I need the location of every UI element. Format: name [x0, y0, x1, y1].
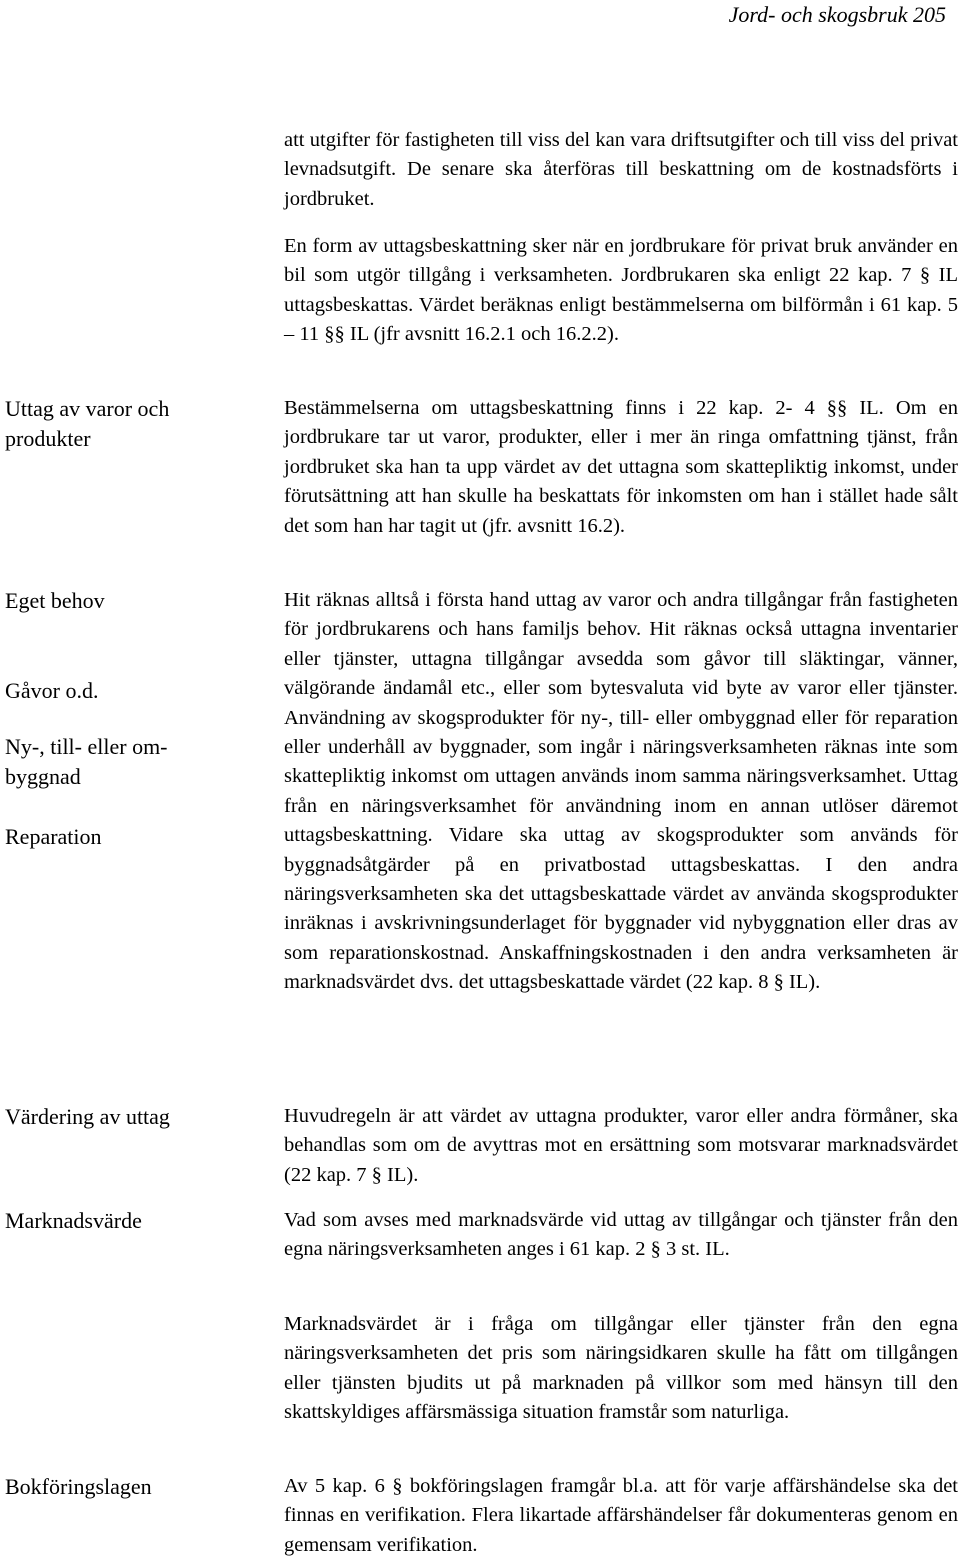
paragraph-huvudregeln: Huvudregeln är att värdet av uttagna produkter, varor eller andra förmåner, ska behandlas som om de avyttras mot en ersättning som motsvarar marknadsvärdet (22 kap. 7 § IL).	[284, 1105, 958, 1186]
paragraph-bokforingslagen: Av 5 kap. 6 § bokföringslagen framgår bl.a. att för varje affärshändelse ska det finnas en verifikation. Flera likartade affärshändelser får dokumenteras genom en gemensam verifikation.	[284, 1475, 958, 1556]
margin-note-vardering: Värdering av uttag	[5, 1104, 170, 1129]
running-header	[729, 2, 946, 28]
page-number: 205	[913, 2, 946, 27]
paragraph-fastighet-utgifter: att utgifter för fastigheten till viss del kan vara driftsutgifter och till viss del privat levnadsutgift. De senare ska återföras till beskattning om de kostnadsförts i jordbruket.	[284, 129, 958, 210]
paragraph-hit-raknas: Hit räknas alltså i första hand uttag av varor och andra tillgångar från fastigheten för jordbrukarens och hans familjs behov. Hit räknas också uttagna inventarier eller tjänster, uttagna tillgångar avsedda som gåvor till släktingar, vänner, välgörande ändamål etc., eller som bytesvaluta vid byte av varor eller tjänster. Användning av skogsprodukter för ny-, till- eller ombyggnad eller för reparation eller underhåll av byggnader, som ingår i näringsverksamheten räknas inte som skattepliktig inkomst om uttagen används inom samma näringsverksamhet. Uttag från en näringsverksamhet för användning inom en annan utlöser däremot uttagsbeskattning. Vidare ska uttag av skogsprodukter som används för byggnadsåtgärder på en privatbostad uttagsbeskattas. I den andra näringsverksamheten ska det uttagsbeskattade värdet av använda skogsprodukter inräknas i avskrivningsunderlaget för byggnader vid nybyggnation eller dras av som reparationskostnad. Anskaffningskostnaden i den andra verksamheten är marknadsvärdet dvs. det uttagsbeskattade värdet (22 kap. 8 § IL).	[284, 589, 958, 994]
paragraph-uttagsbeskattning: Bestämmelserna om uttagsbeskattning finns i 22 kap. 2- 4 §§ IL. Om en jordbrukare tar ut varor, produkter, eller i mer än ringa omfattning tjänst, från jordbruket ska han ta upp värdet av det uttagna som skattepliktig inkomst, under förutsättning att han skulle ha beskattats för inkomsten om han i stället hade sålt det som han har tagit ut (jfr. avsnitt 16.2).	[284, 397, 958, 537]
margin-note-bokforingslagen: Bokföringslagen	[5, 1474, 152, 1499]
paragraph-marknadsvarde-pris: Marknadsvärdet är i fråga om tillgångar eller tjänster från den egna näringsverksamheten det pris som näringsidkaren skulle ha fått om tillgången eller tjänsten bjudits ut på marknaden på villkor som med hänsyn till den skattskyldiges affärsmässiga situation framstår som naturliga.	[284, 1313, 958, 1424]
paragraph-marknadsvarde-definition: Vad som avses med marknadsvärde vid uttag av tillgångar och tjänster från den egna näringsverksamheten anges i 61 kap. 2 § 3 st. IL.	[284, 1209, 958, 1261]
margin-note-uttag: Uttag av varor och produkter	[5, 396, 170, 451]
margin-note-marknadsvarde: Marknadsvärde	[5, 1208, 142, 1233]
margin-note-reparation: Reparation	[5, 824, 102, 849]
running-title: Jord- och skogsbruk	[728, 2, 908, 27]
margin-note-eget-behov: Eget behov	[5, 588, 105, 613]
paragraph-bil-uttag: En form av uttagsbeskattning sker när en jordbrukare för privat bruk använder en bil som utgör tillgång i verksamheten. Jordbrukaren ska enligt 22 kap. 7 § IL uttagsbeskattas. Värdet beräknas enligt bestämmelserna om bilförmån i 61 kap. 5 – 11 §§ IL (jfr avsnitt 16.2.1 och 16.2.2).	[284, 235, 958, 346]
margin-note-nybyggnad: Ny-, till- eller om-byggnad	[5, 734, 168, 789]
margin-note-gavor: Gåvor o.d.	[5, 678, 99, 703]
